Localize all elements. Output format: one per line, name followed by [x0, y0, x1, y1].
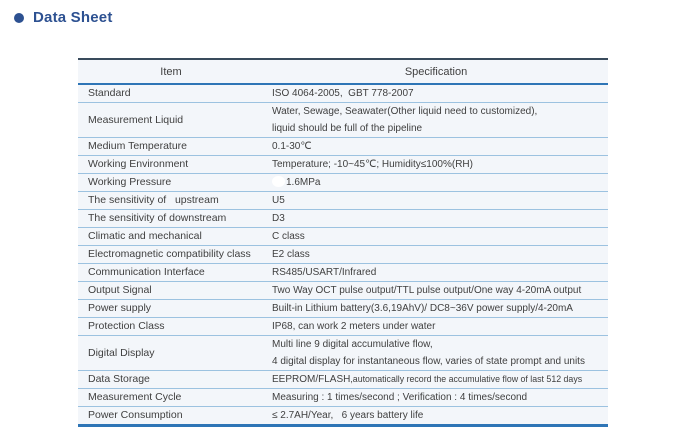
bullet-icon [14, 13, 24, 23]
spec-line: D3 [272, 213, 285, 224]
item-cell: Output Signal [88, 284, 152, 296]
table-header-row [78, 60, 608, 85]
page-title: Data Sheet [33, 9, 113, 26]
item-cell: The sensitivity of downstream [88, 212, 227, 224]
item-cell: Working Environment [88, 158, 189, 170]
table-row [78, 103, 608, 138]
spec-cell [264, 85, 608, 102]
item-cell: Measurement Cycle [88, 391, 182, 403]
spec-cell [264, 228, 608, 245]
table-row [78, 389, 608, 407]
column-header-item: Item [160, 65, 182, 78]
spec-cell [264, 210, 608, 227]
highlight-blob [272, 176, 285, 187]
table-row [78, 300, 608, 318]
spec-cell [264, 407, 608, 424]
spec-cell [264, 264, 608, 281]
item-cell: Climatic and mechanical [88, 230, 202, 242]
spec-cell [264, 138, 608, 155]
spec-cell [264, 174, 608, 191]
spec-line: Measuring : 1 times/second ; Verification : 4 times/second [272, 392, 528, 403]
spec-line: C class [272, 231, 305, 242]
table-row [78, 264, 608, 282]
column-header-specification: Specification [404, 65, 468, 78]
spec-line: Two Way OCT pulse output/TTL pulse output/One way 4-20mA output [272, 285, 582, 296]
spec-cell [264, 282, 608, 299]
table-row [78, 192, 608, 210]
spec-cell [264, 192, 608, 209]
spec-line: 1.6MPa [272, 174, 608, 191]
item-cell: Medium Temperature [88, 140, 188, 152]
item-cell: Data Storage [88, 373, 150, 385]
table-row [78, 210, 608, 228]
spec-line: Water, Sewage, Seawater(Other liquid need to customized), [272, 106, 538, 117]
spec-line: 0.1-30℃ [272, 141, 312, 152]
item-cell: The sensitivity of upstream [88, 194, 219, 206]
spec-line: ISO 4064-2005, GBT 778-2007 [272, 88, 414, 99]
spec-cell [264, 318, 608, 335]
spec-line: Built-in Lithium battery(3.6,19AhV)/ DC8~36V power supply/4-20mA [272, 303, 573, 314]
table-row [78, 174, 608, 192]
table-row [78, 336, 608, 371]
item-cell: Protection Class [88, 320, 165, 332]
spec-line: ≤ 2.7AH/Year, 6 years battery life [272, 410, 424, 421]
spec-line: Multi line 9 digital accumulative flow, [272, 339, 433, 350]
spec-cell [264, 103, 608, 137]
table-row [78, 407, 608, 424]
spec-line: 4 digital display for instantaneous flow, varies of state prompt and units [272, 356, 585, 367]
table-row [78, 156, 608, 174]
spec-cell [264, 156, 608, 173]
table-row [78, 85, 608, 103]
table-row [78, 246, 608, 264]
table-row [78, 318, 608, 336]
spec-line: liquid should be full of the pipeline [272, 123, 423, 134]
item-cell: Measurement Liquid [88, 113, 184, 126]
spec-line: Temperature; -10~45℃; Humidity≤100%(RH) [272, 159, 473, 170]
spec-line: E2 class [272, 249, 310, 260]
spec-cell [264, 371, 608, 388]
spec-cell [264, 389, 608, 406]
item-cell: Working Pressure [88, 176, 172, 188]
spec-cell [264, 300, 608, 317]
spec-line: EEPROM/FLASH,automatically record the accumulative flow of last 512 days [272, 374, 583, 385]
spec-line: IP68, can work 2 meters under water [272, 321, 436, 332]
table-row [78, 228, 608, 246]
page-title-row [14, 9, 113, 26]
spec-line: RS485/USART/Infrared [272, 267, 377, 278]
data-sheet-table [78, 58, 608, 427]
item-cell: Communication Interface [88, 266, 205, 278]
item-cell: Power Consumption [88, 409, 183, 421]
item-cell: Power supply [88, 302, 152, 314]
spec-cell [264, 246, 608, 263]
spec-cell [264, 336, 608, 370]
table-row [78, 138, 608, 156]
table-body [78, 85, 608, 424]
spec-line: U5 [272, 195, 285, 206]
spec-small-text: ,automatically record the accumulative flow of last 512 days [350, 374, 583, 384]
item-cell: Standard [88, 87, 131, 99]
table-row [78, 371, 608, 389]
item-cell: Electromagnetic compatibility class [88, 248, 251, 260]
item-cell: Digital Display [88, 346, 155, 359]
table-row [78, 282, 608, 300]
